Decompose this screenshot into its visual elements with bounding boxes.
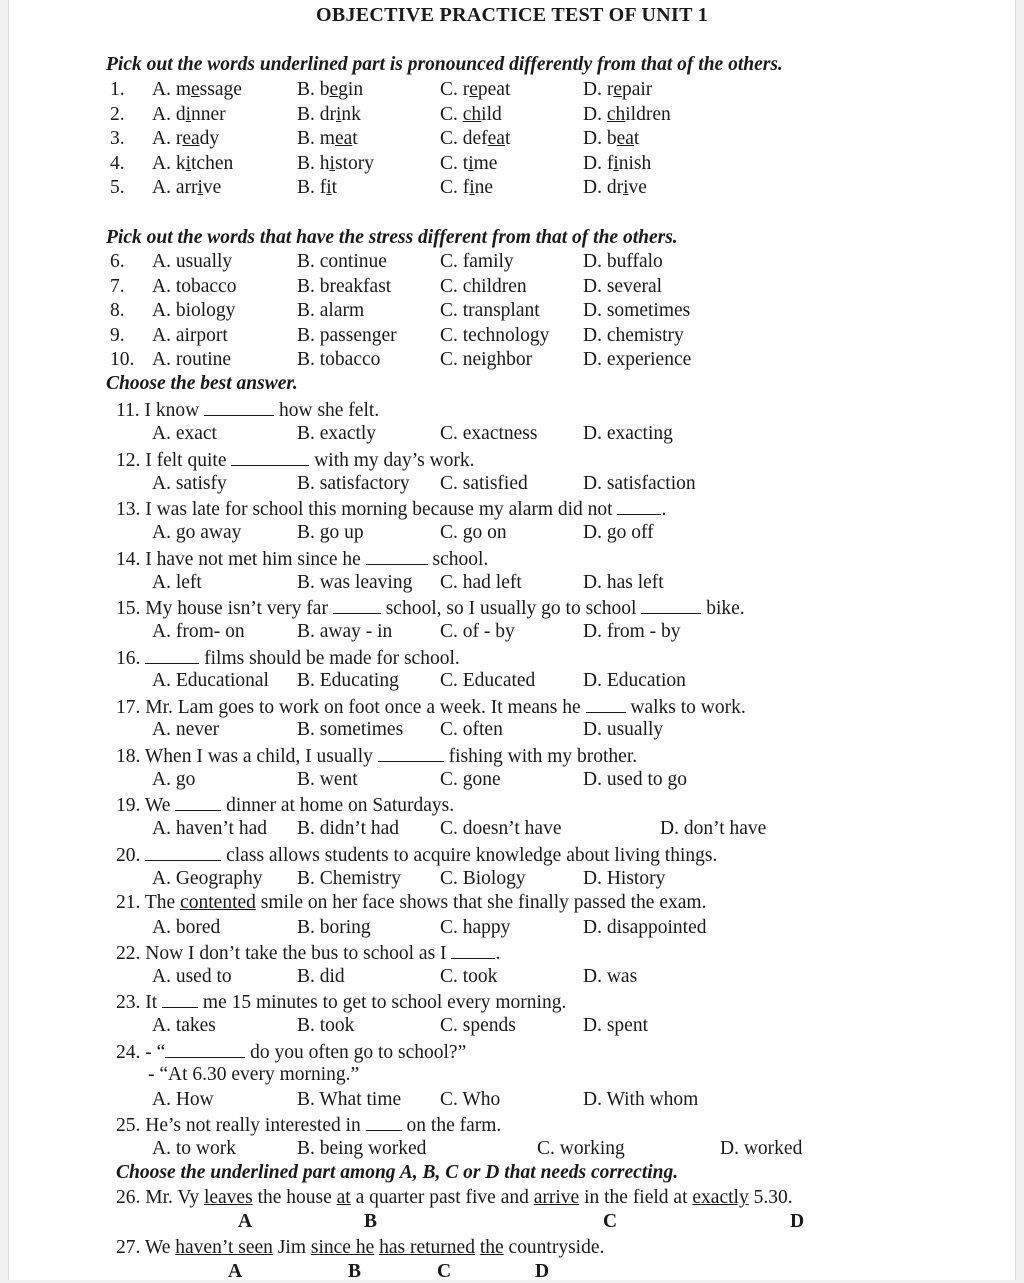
answer-blank[interactable] bbox=[231, 447, 309, 466]
item-number: 9. bbox=[110, 324, 125, 346]
question-14: 14. I have not met him since he school. bbox=[116, 546, 488, 572]
answer-blank[interactable] bbox=[145, 645, 199, 664]
answer-option-a[interactable]: A. satisfy bbox=[152, 473, 227, 494]
stress-option-a: A. tobacco bbox=[152, 275, 237, 297]
stress-option-d: D. chemistry bbox=[583, 324, 684, 346]
pron-option-a: A. dinner bbox=[152, 103, 226, 125]
answer-option-c[interactable]: C. often bbox=[440, 719, 503, 740]
section-heading-stress: Pick out the words that have the stress different from that of the others. bbox=[106, 227, 678, 248]
answer-option-c[interactable]: C. working bbox=[537, 1138, 625, 1159]
question-19: 19. We dinner at home on Saturdays. bbox=[116, 792, 454, 818]
item-number: 5. bbox=[110, 177, 125, 199]
answer-blank[interactable] bbox=[145, 842, 221, 861]
answer-option-b[interactable]: B. exactly bbox=[297, 423, 377, 444]
answer-option-c[interactable]: C. had left bbox=[440, 572, 522, 593]
pron-option-c: C. child bbox=[440, 103, 502, 125]
answer-option-c[interactable]: C. gone bbox=[440, 769, 501, 790]
stress-option-b: B. alarm bbox=[297, 300, 365, 322]
answer-option-d[interactable]: D. exacting bbox=[583, 423, 673, 444]
q27-underlined-b: since he bbox=[310, 1237, 375, 1258]
q26-letter-a: A bbox=[238, 1211, 253, 1232]
question-13: 13. I was late for school this morning because my alarm did not . bbox=[116, 496, 666, 522]
pron-option-d: D. repair bbox=[583, 79, 653, 100]
answer-option-c[interactable]: C. happy bbox=[440, 917, 511, 938]
section-heading-error-correction: Choose the underlined part among A, B, C or D that needs correcting. bbox=[116, 1162, 679, 1183]
answer-option-c[interactable]: C. Educated bbox=[440, 670, 536, 691]
stress-option-c: C. transplant bbox=[440, 300, 540, 322]
item-number: 3. bbox=[110, 128, 125, 150]
answer-option-d[interactable]: D. With whom bbox=[583, 1089, 699, 1110]
answer-option-b[interactable]: B. was leaving bbox=[297, 572, 413, 593]
answer-option-a[interactable]: A. takes bbox=[152, 1015, 216, 1036]
answer-option-d[interactable]: D. was bbox=[583, 966, 638, 987]
pron-option-a: A. kitchen bbox=[152, 152, 234, 174]
pron-option-a: A. message bbox=[152, 79, 242, 100]
answer-option-a[interactable]: A. left bbox=[152, 572, 202, 593]
question-12: 12. I felt quite with my day’s work. bbox=[116, 447, 475, 473]
stress-option-d: D. sometimes bbox=[583, 300, 691, 322]
stress-option-b: B. continue bbox=[297, 251, 387, 272]
page-edge-right bbox=[1015, 0, 1016, 1280]
answer-option-d[interactable]: D. disappointed bbox=[583, 917, 707, 938]
answer-option-c[interactable]: C. go on bbox=[440, 522, 507, 543]
section-heading-best-answer: Choose the best answer. bbox=[106, 373, 298, 394]
question-23: 23. It me 15 minutes to get to school every morning. bbox=[116, 989, 566, 1015]
answer-option-a[interactable]: A. How bbox=[152, 1089, 214, 1110]
answer-option-b[interactable]: B. Chemistry bbox=[297, 868, 402, 889]
q26-letter-d: D bbox=[790, 1211, 805, 1232]
answer-option-c[interactable]: C. satisfied bbox=[440, 473, 528, 494]
answer-blank[interactable] bbox=[366, 1112, 402, 1131]
stress-option-b: B. breakfast bbox=[297, 275, 392, 297]
page-edge-left bbox=[8, 0, 9, 1280]
answer-option-a[interactable]: A. Educational bbox=[152, 670, 269, 691]
answer-option-b[interactable]: B. sometimes bbox=[297, 719, 404, 740]
answer-blank[interactable] bbox=[204, 397, 274, 416]
answer-option-b[interactable]: B. took bbox=[297, 1015, 355, 1036]
answer-option-b[interactable]: B. go up bbox=[297, 522, 364, 543]
question-21: 21. The contented smile on her face shows that she finally passed the exam. bbox=[116, 892, 707, 913]
answer-blank[interactable] bbox=[175, 792, 221, 811]
answer-option-c[interactable]: C. took bbox=[440, 966, 498, 987]
answer-option-a[interactable]: A. to work bbox=[152, 1138, 236, 1159]
answer-option-d[interactable]: D. Education bbox=[583, 670, 686, 691]
pron-option-a: A. ready bbox=[152, 128, 220, 150]
pron-option-c: C. repeat bbox=[440, 79, 511, 100]
answer-blank[interactable] bbox=[366, 546, 428, 565]
pron-option-b: B. fit bbox=[297, 177, 338, 199]
answer-blank[interactable] bbox=[378, 743, 444, 762]
question-17: 17. Mr. Lam goes to work on foot once a week. It means he walks to work. bbox=[116, 694, 746, 720]
stress-option-c: C. family bbox=[440, 251, 514, 272]
answer-option-c[interactable]: C. spends bbox=[440, 1015, 516, 1036]
answer-option-b[interactable]: B. being worked bbox=[297, 1138, 427, 1159]
q27-letter-a: A bbox=[228, 1261, 243, 1282]
pron-option-d: D. drive bbox=[583, 177, 647, 199]
stress-option-d: D. buffalo bbox=[583, 251, 663, 272]
answer-option-b[interactable]: B. boring bbox=[297, 917, 371, 938]
answer-blank[interactable] bbox=[586, 694, 626, 713]
question-16: 16. films should be made for school. bbox=[116, 645, 460, 671]
stress-option-b: B. passenger bbox=[297, 324, 397, 346]
section-heading-pronunciation: Pick out the words underlined part is pronounced differently from that of the others. bbox=[106, 54, 783, 75]
question-20: 20. class allows students to acquire knowledge about living things. bbox=[116, 842, 717, 868]
answer-option-d[interactable]: D. has left bbox=[583, 572, 664, 593]
q27-letter-d: D bbox=[535, 1261, 550, 1282]
stress-option-c: C. technology bbox=[440, 324, 550, 346]
answer-option-b[interactable]: B. away - in bbox=[297, 621, 393, 642]
answer-option-d[interactable]: D. worked bbox=[720, 1138, 803, 1159]
item-number: 4. bbox=[110, 152, 125, 174]
answer-option-a[interactable]: A. exact bbox=[152, 423, 217, 444]
answer-blank[interactable] bbox=[333, 595, 381, 614]
answer-blank[interactable] bbox=[165, 1039, 245, 1058]
q26-underlined-a: leaves bbox=[203, 1187, 253, 1208]
q26-underlined-d: exactly bbox=[692, 1187, 749, 1208]
q26-underlined-b: at bbox=[336, 1187, 351, 1208]
question-15: 15. My house isn’t very far school, so I usually go to school bike. bbox=[116, 595, 745, 621]
answer-option-a[interactable]: A. bored bbox=[152, 917, 221, 938]
stress-option-a: A. biology bbox=[152, 300, 236, 322]
item-number: 6. bbox=[110, 251, 125, 272]
underlined-word: contented bbox=[180, 892, 256, 913]
answer-option-b[interactable]: B. Educating bbox=[297, 670, 399, 691]
pron-option-c: C. defeat bbox=[440, 128, 511, 150]
pron-option-b: B. history bbox=[297, 152, 374, 174]
answer-option-a[interactable]: A. go away bbox=[152, 522, 242, 543]
question-24: 24. - “ do you often go to school?” bbox=[116, 1039, 466, 1065]
question-27: 27. We haven’t seen Jim since he has returned the countryside. bbox=[116, 1237, 605, 1258]
answer-option-a[interactable]: A. go bbox=[152, 769, 196, 790]
answer-option-a[interactable]: A. haven’t had bbox=[152, 818, 267, 839]
answer-option-c[interactable]: C. Biology bbox=[440, 868, 526, 889]
stress-option-a: A. routine bbox=[152, 349, 232, 371]
stress-option-b: B. tobacco bbox=[297, 349, 381, 371]
answer-option-b[interactable]: B. did bbox=[297, 966, 345, 987]
answer-option-a[interactable]: A. never bbox=[152, 719, 220, 740]
q26-letter-b: B bbox=[364, 1211, 378, 1232]
q27-underlined-d: the bbox=[479, 1237, 504, 1258]
answer-option-d[interactable]: D. usually bbox=[583, 719, 664, 740]
answer-option-b[interactable]: B. satisfactory bbox=[297, 473, 410, 494]
page-title: OBJECTIVE PRACTICE TEST OF UNIT 1 bbox=[315, 4, 709, 26]
q26-letter-c: C bbox=[603, 1211, 618, 1232]
pron-option-d: D. children bbox=[583, 103, 671, 125]
answer-option-c[interactable]: C. Who bbox=[440, 1089, 501, 1110]
answer-option-b[interactable]: B. didn’t had bbox=[297, 818, 400, 839]
answer-option-b[interactable]: B. What time bbox=[297, 1089, 402, 1110]
pron-option-b: B. meat bbox=[297, 128, 358, 150]
question-22: 22. Now I don’t take the bus to school as I . bbox=[116, 940, 500, 966]
stress-option-c: C. children bbox=[440, 275, 527, 297]
answer-option-c[interactable]: C. of - by bbox=[440, 621, 515, 642]
answer-blank[interactable] bbox=[162, 989, 198, 1008]
answer-option-d[interactable]: D. don’t have bbox=[660, 818, 767, 839]
answer-blank[interactable] bbox=[641, 595, 701, 614]
question-26: 26. Mr. Vy leaves the house at a quarter past five and arrive in the field at exactly 5.30. bbox=[116, 1187, 793, 1208]
answer-blank[interactable] bbox=[617, 496, 661, 515]
dialogue-reply: - “At 6.30 every morning.” bbox=[148, 1064, 360, 1085]
q27-letter-c: C bbox=[437, 1261, 452, 1282]
stress-option-c: C. neighbor bbox=[440, 349, 533, 371]
answer-option-c[interactable]: C. exactness bbox=[440, 423, 538, 444]
pron-option-b: B. begin bbox=[297, 79, 364, 100]
answer-option-d[interactable]: D. History bbox=[583, 868, 666, 889]
q27-underlined-a: haven’t seen bbox=[175, 1237, 273, 1258]
q27-underlined-c: has returned bbox=[379, 1237, 475, 1258]
pron-option-c: C. fine bbox=[440, 177, 494, 199]
question-11: 11. I know how she felt. bbox=[116, 397, 379, 423]
pron-option-c: C. time bbox=[440, 152, 498, 174]
answer-option-d[interactable]: D. spent bbox=[583, 1015, 648, 1036]
question-18: 18. When I was a child, I usually fishing with my brother. bbox=[116, 743, 637, 769]
answer-option-a[interactable]: A. from- on bbox=[152, 621, 245, 642]
answer-option-d[interactable]: D. go off bbox=[583, 522, 654, 543]
pron-option-d: D. finish bbox=[583, 152, 652, 174]
pron-option-a: A. arrive bbox=[152, 177, 222, 199]
answer-option-d[interactable]: D. from - by bbox=[583, 621, 681, 642]
item-number: 2. bbox=[110, 103, 125, 125]
answer-option-c[interactable]: C. doesn’t have bbox=[440, 818, 562, 839]
q26-underlined-c: arrive bbox=[533, 1187, 580, 1208]
question-25: 25. He’s not really interested in on the farm. bbox=[116, 1112, 501, 1138]
pron-option-b: B. drink bbox=[297, 103, 361, 125]
answer-blank[interactable] bbox=[451, 940, 495, 959]
item-number: 10. bbox=[110, 349, 135, 371]
q27-letter-b: B bbox=[348, 1261, 362, 1282]
answer-option-a[interactable]: A. used to bbox=[152, 966, 232, 987]
pron-option-d: D. beat bbox=[583, 128, 640, 150]
answer-option-b[interactable]: B. went bbox=[297, 769, 358, 790]
stress-option-d: D. several bbox=[583, 275, 663, 297]
stress-option-d: D. experience bbox=[583, 349, 692, 371]
answer-option-d[interactable]: D. satisfaction bbox=[583, 473, 696, 494]
item-number: 7. bbox=[110, 275, 125, 297]
stress-option-a: A. usually bbox=[152, 251, 233, 272]
item-number: 8. bbox=[110, 300, 125, 322]
answer-option-a[interactable]: A. Geography bbox=[152, 868, 263, 889]
item-number: 1. bbox=[110, 79, 125, 100]
stress-option-a: A. airport bbox=[152, 324, 228, 346]
answer-option-d[interactable]: D. used to go bbox=[583, 769, 687, 790]
